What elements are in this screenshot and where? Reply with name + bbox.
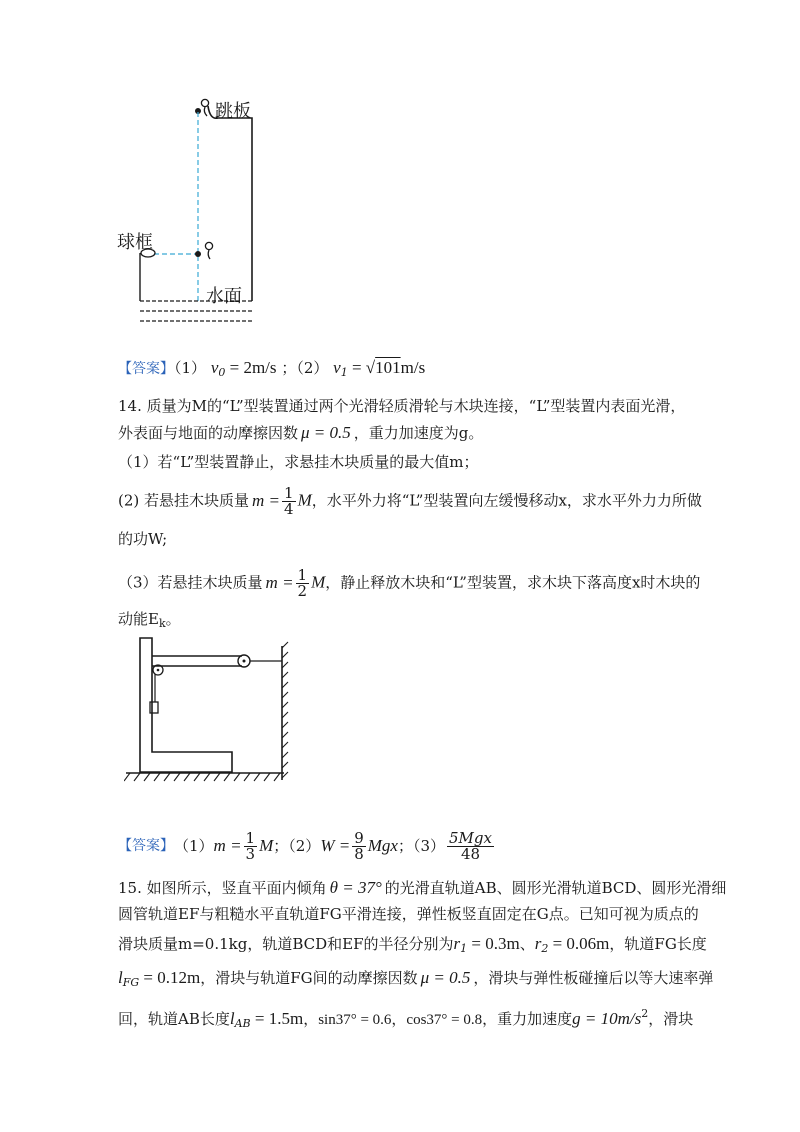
q14-part2: (2) 若悬挂木块质量 m = $\frac{1}{4}$ M，水平外力将“L”型装置向左缓慢移动x，求水平外力力所做	[118, 484, 702, 518]
q15-line3: 滑块质量m=0.1kg，轨道BCD和EF的半径分别为$r_1 = 0.3m$、$r_2 = 0.06m$，轨道FG长度	[118, 934, 707, 955]
answer-tag: 【答案】	[118, 838, 174, 854]
q14-part3-cont: 动能$E_k$。	[118, 610, 181, 630]
diving-diagram	[130, 90, 270, 330]
label-board: 跳板	[215, 101, 251, 122]
q14-part2-cont: 的功W;	[118, 530, 168, 548]
q15-line2: 圆管轨道EF与粗糙水平直轨道FG平滑连接，弹性板竖直固定在G点。已知可视为质点的	[118, 905, 699, 923]
q14-line1: 14. 质量为M的“L”型装置通过两个光滑轻质滑轮与木块连接，“L”型装置内表面光滑，	[118, 397, 686, 415]
l-device-outline	[140, 638, 232, 772]
q15-line5: 回，轨道AB长度$l_{AB} = 1.5m$，sin37° = 0.6，cos37° = 0.8，重力加速度$g = 10m/s^2$，滑块	[118, 1007, 694, 1030]
board-outline	[208, 106, 252, 301]
answer-13: 【答案】（1） $v_0 = 2m/s$ ；（2） $v_1 = √101m/s$	[118, 358, 426, 379]
answer-14: 【答案】 （1） m = $\frac{1}{3}$ M ；（2） W = $\frac{9}{8}$ Mgx ；（3） $\frac{\text{5Mgx}}{48}$	[118, 828, 492, 863]
diver-low-icon	[205, 242, 212, 249]
q15-line4: $l_{FG} = 0.12m$，滑块与轨道FG间的动摩擦因数 μ = 0.5 ，滑块与弹性板碰撞后以等大速率弹	[118, 968, 714, 989]
q14-part3: （3）若悬挂木块质量 m = $\frac{1}{2}$ M，静止释放木块和“L”型装置，求木块下落高度x时木块的	[118, 566, 701, 600]
diver-top-icon	[201, 99, 208, 106]
answer-tag: 【答案】	[118, 361, 174, 377]
label-basket: 球框	[117, 232, 153, 253]
q14-line2: 外表面与地面的动摩擦因数 μ = 0.5 ，重力加速度为g。	[118, 423, 484, 442]
q15-line1: 15. 如图所示，竖直平面内倾角 θ = 37° 的光滑直轨道AB、圆形光滑轨道BCD、圆形光滑细	[118, 878, 727, 897]
l-device-diagram	[124, 636, 294, 786]
label-water: 水面	[206, 286, 242, 307]
q14-part1: （1）若“L”型装置静止，求悬挂木块质量的最大值m；	[118, 453, 479, 471]
hanging-block	[150, 702, 158, 713]
